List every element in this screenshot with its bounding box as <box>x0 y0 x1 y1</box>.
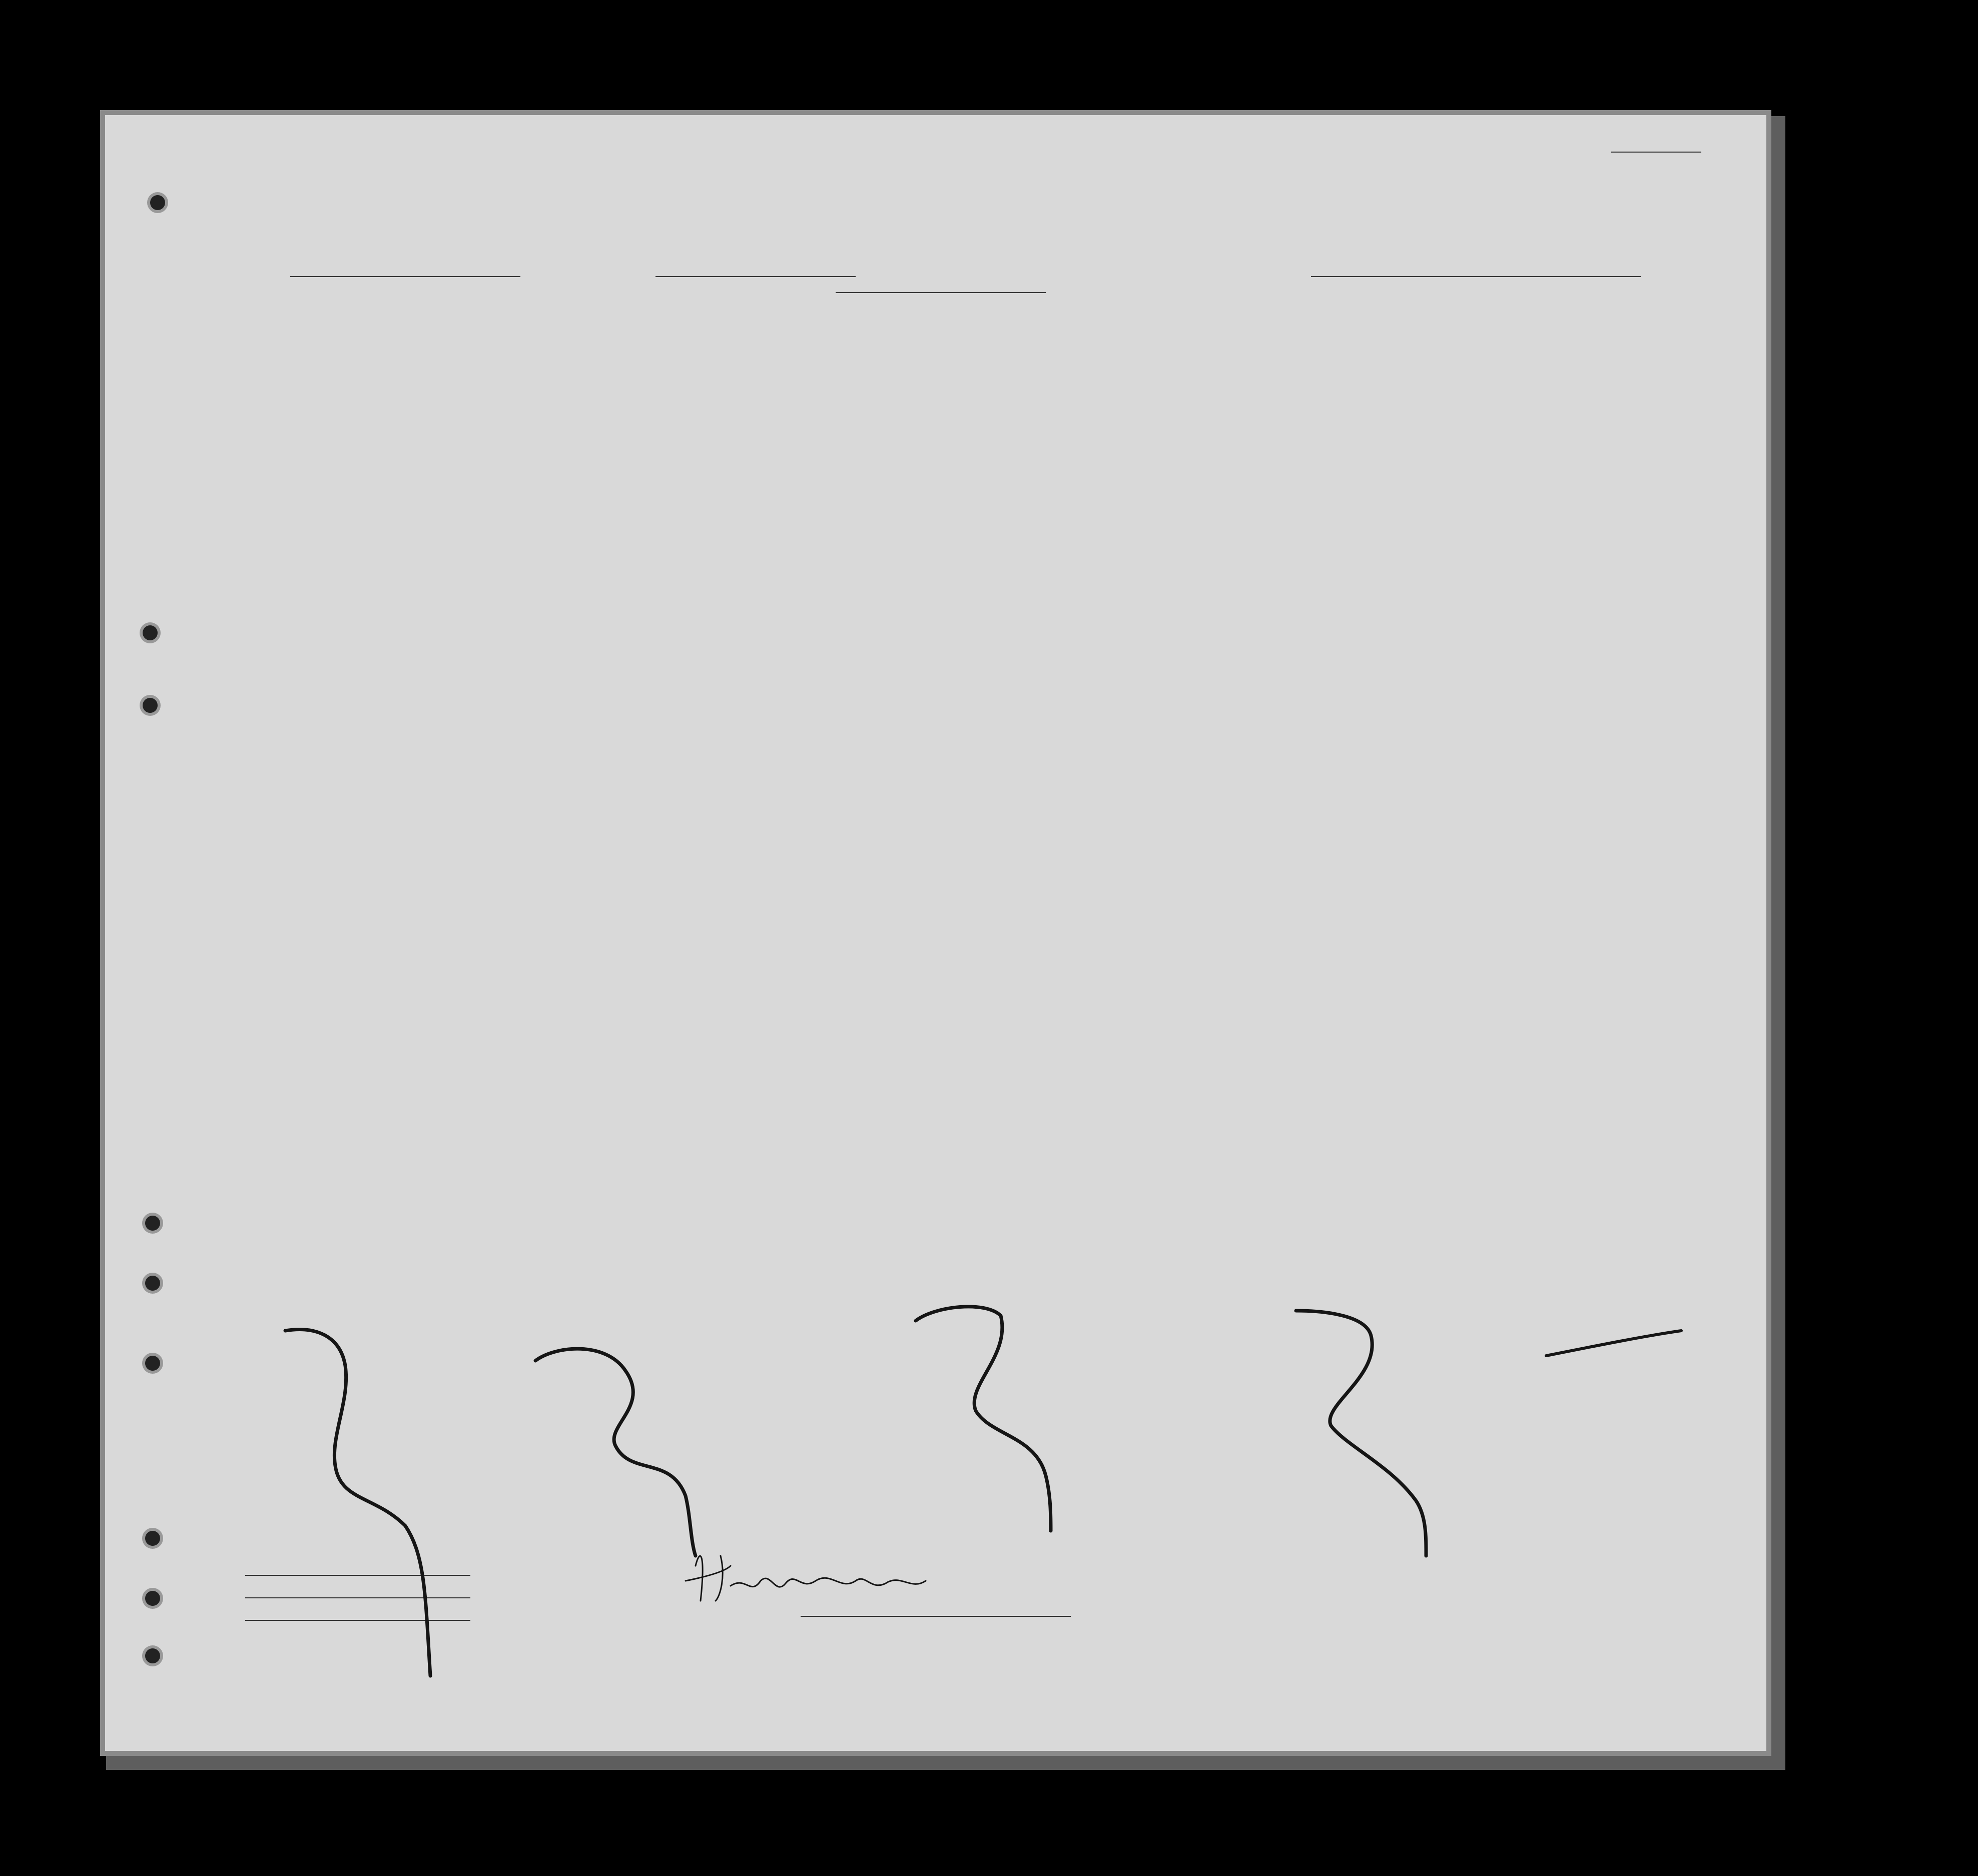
cancel-squiggle-3 <box>916 1307 1051 1531</box>
binder-hole <box>145 1648 160 1663</box>
binder-hole <box>145 1216 160 1231</box>
binder-hole <box>145 1356 160 1371</box>
binder-hole <box>143 698 158 713</box>
cancel-squiggle-2 <box>535 1349 696 1556</box>
binder-hole <box>145 1531 160 1546</box>
signature <box>696 1551 936 1601</box>
manifest-sheet <box>105 115 1766 1751</box>
binder-hole <box>145 1591 160 1606</box>
binder-hole <box>145 1276 160 1291</box>
handwritten-marks <box>105 115 1766 1751</box>
cancel-squiggle-1 <box>285 1330 430 1676</box>
binder-hole <box>143 625 158 640</box>
binder-hole <box>150 195 165 210</box>
cancel-squiggle-4 <box>1296 1311 1426 1556</box>
tally-underline <box>1546 1331 1681 1356</box>
